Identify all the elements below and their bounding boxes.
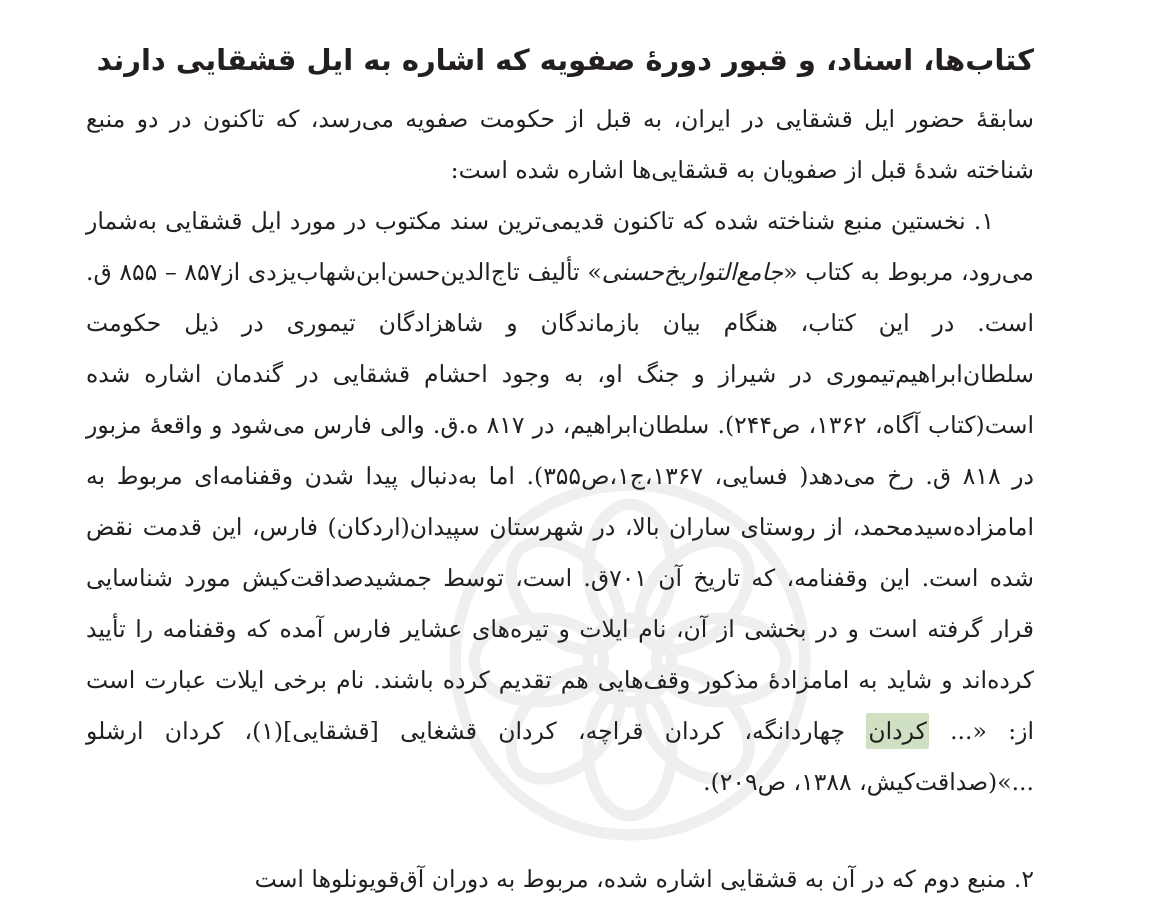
highlighted-word[interactable]: کردان	[866, 713, 928, 749]
next-line-partial	[86, 862, 1034, 893]
section-heading: کتاب‌ها، اسناد، و قبور دورهٔ صفویه که اشاره به ایل قشقایی دارند	[96, 43, 1034, 77]
intro-paragraph: سابقهٔ حضور ایل قشقایی در ایران، به قبل از حکومت صفویه می‌رسد، که تاکنون در دو منبع شناخته شدهٔ قبل از صفویان به قشقایی‌ها اشاره شده است:	[86, 105, 1034, 184]
document-page	[86, 30, 1034, 808]
item-1-text-c: چهاردانگه، کردان قراچه، کردان قشغایی [قشقایی](۱)، کردان ارشلو ...»(صداقت‌کیش، ۱۳۸۸، ص۲۰۹).	[86, 717, 1034, 796]
item-1-paragraph	[86, 196, 1034, 808]
item-1-text-b: » تألیف تاج‌الدین‌حسن‌ابن‌شهاب‌یزدی از۸۵۷ – ۸۵۵ ق. است. در این کتاب، هنگام بیان بازماندگان و شاهزادگان تیموری در ذیل حکومت سلطان‌ابراهیم‌تیموری در شیراز و جنگ او، به وجود احشام قشقایی در گندمان اشاره شده است(کتاب آگاه، ۱۳۶۲، ص۲۴۴). سلطان‌ابراهیم، در ۸۱۷ ه.ق. والی فارس می‌شود و واقعهٔ مزبور در ۸۱۸ ق. رخ می‌دهد( فسایی، ۱۳۶۷،ج۱،ص۳۵۵). اما به‌دنبال پیدا شدن وقفنامه‌ای مربوط به امامزاده‌سیدمحمد، از روستای ساران بالا، در شهرستان سپیدان(اردکان) فارس، این قدمت نقض شده است. این وقفنامه، که تاریخ آن ۷۰۱ق. است، توسط جمشیدصداقت‌کیش مورد شناسایی قرار گرفته است و در بخشی از آن، نام ایلات و تیره‌های عشایر فارس آمده که وقفنامه را تأیید کرده‌اند و شاید به امامزادهٔ مذکور وقف‌هایی هم تقدیم کرده باشند. نام برخی ایلات عبارت است از: «...	[86, 258, 1034, 745]
next-line-text: ۲. منبع دوم که در آن به قشقایی اشاره شده، مربوط به دوران آق‌قویونلوها است	[254, 865, 1034, 893]
item-1-text-a: ۱. نخستین منبع شناخته شده که تاکنون قدیمی‌ترین سند مکتوب در مورد ایل قشقایی به‌شمار می‌رود، مربوط به کتاب «	[86, 207, 1034, 286]
book-title: جامع‌التواریخ‌حسنی	[601, 258, 784, 286]
